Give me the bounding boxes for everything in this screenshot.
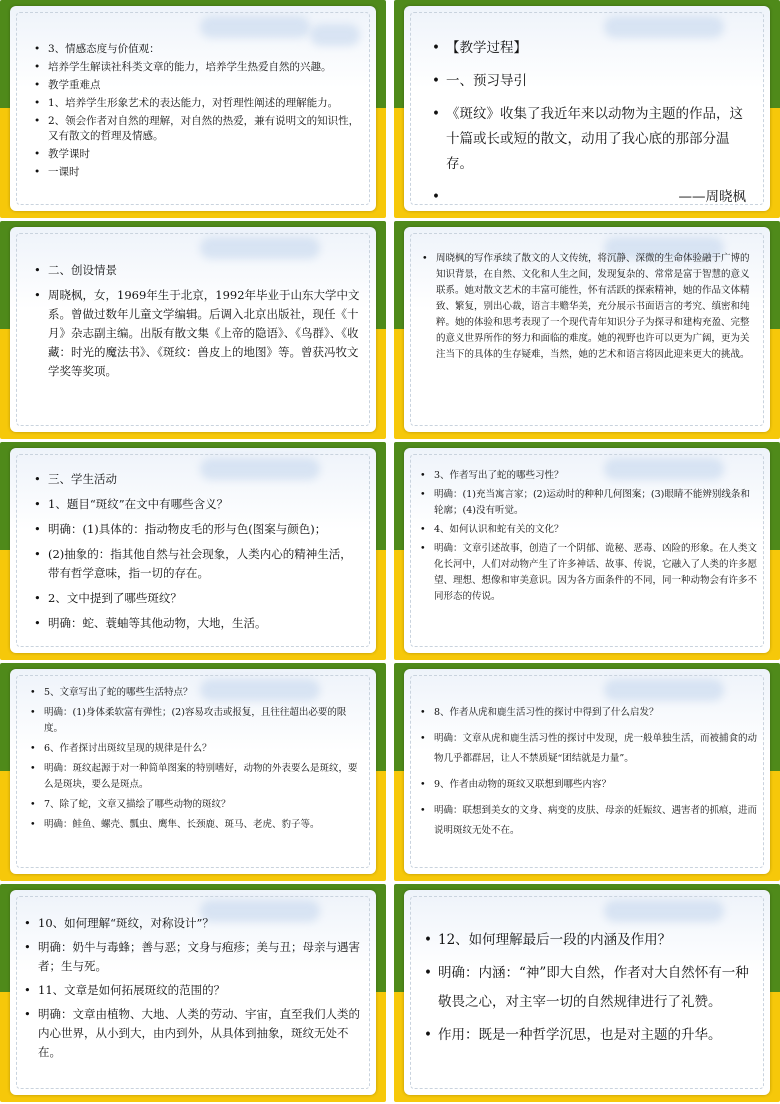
list-item: • 明确：鲑鱼、螺壳、瓢虫、鹰隼、长颈鹿、斑马、老虎、豹子等。 [30, 817, 362, 833]
list-item: • 4、如何认识和蛇有关的文化？ [420, 522, 758, 538]
list-item: • 一、预习导引 [432, 69, 752, 94]
slide-10 [394, 884, 780, 1102]
list-item: • 三、学生活动 [34, 470, 360, 489]
bullet-list [30, 685, 362, 833]
list-item: • 教学课时 [34, 147, 362, 162]
list-item: • 1、培养学生形象艺术的表达能力，对哲理性阐述的理解能力。 [34, 96, 362, 111]
list-item: • 一课时 [34, 165, 362, 180]
slide-4 [394, 221, 780, 439]
list-item: • 9、作者由动物的斑纹又联想到哪些内容？ [420, 777, 758, 793]
bullet-list [34, 42, 362, 180]
bullet-list [422, 251, 756, 363]
list-item: • 明确：内涵：“神”即大自然，作者对大自然怀有一种敬畏之心，对主宰一切的自然规律进行了礼赞。 [424, 959, 758, 1017]
list-item: • 培养学生解读社科类文章的能力，培养学生热爱自然的兴趣。 [34, 60, 362, 75]
slide-6 [394, 442, 780, 660]
list-item: • 2、领会作者对自然的理解，对自然的热爱，兼有说明文的知识性，又有散文的哲理及情感。 [34, 114, 362, 144]
slide-2 [394, 0, 780, 218]
slide-content [420, 705, 758, 871]
list-item: • 明确：(1)充当寓言家；(2)运动时的种种几何图案；(3)眼睛不能辨别线条和轮廓；(4)没有听觉。 [420, 487, 758, 519]
slide-content [422, 251, 756, 429]
list-item: • 5、文章写出了蛇的哪些生活特点？ [30, 685, 362, 701]
slide-1 [0, 0, 386, 218]
slide-content [34, 42, 362, 208]
list-item: • 8、作者从虎和鹿生活习性的探讨中得到了什么启发？ [420, 705, 758, 721]
list-item: • 作用：既是一种哲学沉思，也是对主题的升华。 [424, 1023, 758, 1048]
list-item: • 11、文章是如何拓展斑纹的范围的？ [24, 981, 366, 1000]
slide-content [432, 36, 752, 208]
bullet-list [432, 36, 752, 210]
list-item: • 周晓枫，女，1969年生于北京，1992年毕业于山东大学中文系。曾做过数年儿童文学编辑。后调入北京出版社，现任《十月》杂志副主编。出版有散文集《上帝的隐语》、《鸟群》、《收藏：时光的魔法书》、《斑纹：兽皮上的地图》等。曾获冯牧文学奖等奖项。 [34, 286, 360, 381]
list-item: • 6、作者探讨出斑纹呈现的规律是什么？ [30, 741, 362, 757]
list-item: • 2、文中提到了哪些斑纹？ [34, 589, 360, 608]
bullet-list [34, 261, 360, 381]
list-item: • 周晓枫的写作承续了散文的人文传统，将沉静、深微的生命体验融于广博的知识背景，在自然、文化和人生之间，发现复杂的、常常是富于智慧的意义联系。她对散文艺术的丰富可能性，怀有活跃的探索精神，她的作品文体精致、繁复，别出心裁，语言丰赡华美，充分展示书面语言的考究、缜密和纯粹。她的体验和思考表现了一个现代青年知识分子为探寻和建构充盈、完整的意义世界所作的努力和面临的难度。她的视野也许可以更为广阔，更为关注当下的具体的生存疑难，当然，她的艺术和语言将因此迎来更大的挑战。 [422, 251, 756, 363]
slide-content [424, 928, 758, 1092]
slide-content [34, 261, 360, 429]
list-item: • 明确：蛇、蓑蚰等其他动物，大地，生活。 [34, 614, 360, 633]
list-item: • 明确：文章引述故事，创造了一个阴郁、诡秘、恶毒、凶险的形象。在人类文化长河中，人们对动物产生了许多神话、故事、传说，它融入了人类的许多愿望、理想、想像和审美意识。因为各方面条件的不同，同一种动物会有许多不同形态的传说。 [420, 541, 758, 605]
list-item: • 明确：(1)身体柔软富有弹性；(2)容易攻击或报复，且往往超出必要的限度。 [30, 705, 362, 737]
list-item: • 《斑纹》收集了我近年来以动物为主题的作品，这十篇或长或短的散文，动用了我心底的那部分温存。 [432, 102, 752, 177]
list-item: • 二、创设情景 [34, 261, 360, 280]
list-item: • 7、除了蛇，文章又描绘了哪些动物的斑纹？ [30, 797, 362, 813]
bullet-list [420, 705, 758, 841]
list-item: • 教学重难点 [34, 78, 362, 93]
list-item: • 【教学过程】 [432, 36, 752, 61]
list-item: • 3、情感态度与价值观： [34, 42, 362, 57]
list-item: • 明确：联想到美女的文身、病变的皮肤、母亲的妊娠纹、遇害者的抓痕，进而说明斑纹无处不在。 [420, 801, 758, 841]
slide-3 [0, 221, 386, 439]
list-item: • 明确：(1)具体的：指动物皮毛的形与色(图案与颜色)； [34, 520, 360, 539]
slide-7 [0, 663, 386, 881]
list-item: • 12、如何理解最后一段的内涵及作用？ [424, 928, 758, 953]
slide-9 [0, 884, 386, 1102]
slide-5 [0, 442, 386, 660]
bullet-list [34, 470, 360, 633]
bullet-list [24, 914, 366, 1062]
list-item: • 3、作者写出了蛇的哪些习性？ [420, 468, 758, 484]
list-item: • 1、题目“斑纹”在文中有哪些含义？ [34, 495, 360, 514]
list-item: • ——周晓枫 [432, 185, 752, 210]
slide-content [34, 470, 360, 650]
slide-content [420, 468, 758, 650]
list-item: • 明确：奶牛与毒蜂；善与恶；文身与疱疹；美与丑；母亲与遇害者；生与死。 [24, 938, 366, 976]
slide-8 [394, 663, 780, 881]
list-item: • 明确：文章由植物、大地、人类的劳动、宇宙，直至我们人类的内心世界，从小到大，由内到外，从具体到抽象，斑纹无处不在。 [24, 1005, 366, 1062]
bullet-list [424, 928, 758, 1048]
list-item: • 明确：斑纹起源于对一种简单图案的特别嗜好，动物的外表要么是斑纹，要么是斑块，要么是斑点。 [30, 761, 362, 793]
bullet-list [420, 468, 758, 605]
list-item: • 10、如何理解“斑纹，对称设计”？ [24, 914, 366, 933]
slide-content [24, 914, 366, 1092]
slide-content [30, 685, 362, 871]
list-item: • 明确：文章从虎和鹿生活习性的探讨中发现，虎一般单独生活，而被捕食的动物几乎都群居，让人不禁质疑“团结就是力量”。 [420, 729, 758, 769]
list-item: • (2)抽象的：指其他自然与社会现象，人类内心的精神生活，带有哲学意味，指一切的存在。 [34, 545, 360, 583]
